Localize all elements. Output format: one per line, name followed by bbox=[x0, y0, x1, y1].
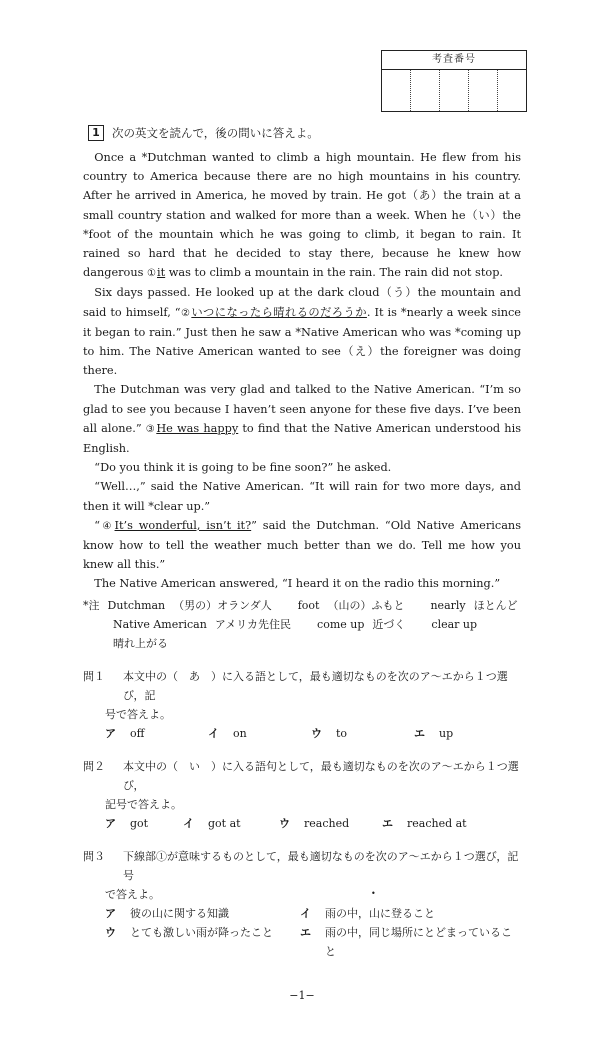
option-key: エ bbox=[300, 925, 311, 939]
paragraph-4: “Do you think it is going to be fine soon?” he asked. bbox=[94, 461, 392, 475]
option-text: off bbox=[130, 726, 145, 740]
note-term: Dutchman bbox=[107, 598, 166, 612]
exam-number-cell[interactable] bbox=[440, 70, 469, 111]
text: . It is *nearly a week since it began to rain.” Just then he saw a *Native American who was *coming up to him. The Native American wanted to see（ bbox=[83, 305, 521, 359]
option-key: ア bbox=[105, 906, 116, 920]
option-a[interactable] bbox=[105, 904, 300, 923]
exam-number-cells bbox=[382, 70, 526, 111]
paragraph-1 bbox=[83, 148, 521, 283]
option-e[interactable] bbox=[382, 814, 467, 833]
passage bbox=[83, 148, 521, 594]
text: ）the mountain and said to himself, “ bbox=[83, 286, 521, 319]
note-term: clear up bbox=[431, 617, 478, 631]
question-text-cont: 記号で答えよ。 bbox=[105, 797, 182, 811]
option-a[interactable] bbox=[105, 814, 183, 833]
option-text: reached bbox=[304, 816, 350, 830]
blank-a: あ bbox=[419, 189, 432, 203]
stray-mark-icon: • bbox=[371, 888, 376, 898]
question-text: 下線部①が意味するものとして，最も適切なものを次のア〜エから１つ選び，記号 bbox=[123, 849, 519, 882]
option-a[interactable] bbox=[105, 724, 208, 743]
option-i[interactable] bbox=[300, 904, 521, 923]
note-meaning: （男の）オランダ人 bbox=[173, 598, 272, 612]
option-text: 雨の中，同じ場所にとどまっていること bbox=[325, 925, 512, 958]
option-i[interactable] bbox=[183, 814, 279, 833]
option-key: ウ bbox=[279, 816, 290, 830]
question-2 bbox=[83, 757, 521, 833]
options bbox=[83, 904, 521, 961]
option-key: ア bbox=[105, 816, 116, 830]
text: The Dutchman was very glad and talked to the Native American. “I’m so glad to see you because I haven’t seen anyone for these five days. I’ve been all alone.” bbox=[83, 383, 521, 435]
note-term: Native American bbox=[113, 617, 207, 631]
question-label: 問３ bbox=[83, 849, 105, 863]
option-text: got bbox=[130, 816, 149, 830]
option-i[interactable] bbox=[208, 724, 311, 743]
underline-marker-4: ④ bbox=[100, 520, 114, 532]
note-meaning: アメリカ先住民 bbox=[214, 617, 292, 631]
option-text: on bbox=[233, 726, 247, 740]
option-text: 雨の中，山に登ること bbox=[325, 906, 435, 920]
option-key: イ bbox=[300, 906, 311, 920]
paragraph-6 bbox=[83, 516, 521, 575]
paragraph-5: “Well…,” said the Native American. “It will rain for two more days, and then it will *clear up.” bbox=[83, 480, 521, 513]
note-meaning: ほとんど bbox=[473, 598, 518, 612]
option-key: ウ bbox=[311, 726, 322, 740]
header-row bbox=[83, 50, 521, 112]
option-text: to bbox=[336, 726, 348, 740]
blank-e: え bbox=[354, 345, 368, 359]
note-meaning: 晴れ上がる bbox=[113, 636, 168, 650]
option-key: エ bbox=[414, 726, 425, 740]
paragraph-3 bbox=[83, 380, 521, 458]
option-e[interactable] bbox=[414, 724, 517, 743]
text: was to climb a mountain in the rain. The rain did not stop. bbox=[165, 266, 504, 280]
note-meaning: 近づく bbox=[372, 617, 406, 631]
section-number: 1 bbox=[88, 125, 104, 141]
page-number: −1− bbox=[289, 988, 315, 1002]
option-text: 彼の山に関する知識 bbox=[130, 906, 229, 920]
option-text: とても激しい雨が降ったこと bbox=[130, 925, 273, 939]
exam-number-cell[interactable] bbox=[498, 70, 526, 111]
exam-number-cell[interactable] bbox=[382, 70, 411, 111]
text: ” said the Dutchman. “Old Native Americans know how to tell the weather much better than we do. Tell me how you knew all this.” bbox=[83, 518, 522, 572]
option-text: got at bbox=[208, 816, 241, 830]
option-e[interactable] bbox=[300, 923, 521, 961]
question-label: 問２ bbox=[83, 759, 105, 773]
options bbox=[83, 814, 521, 833]
question-1 bbox=[83, 667, 521, 743]
paragraph-7: The Native American answered, “I heard it on the radio this morning.” bbox=[94, 577, 501, 591]
exam-number-cell[interactable] bbox=[469, 70, 498, 111]
option-key: イ bbox=[183, 816, 194, 830]
question-text-cont: で答えよ。 bbox=[105, 887, 160, 901]
text: ）the foreigner was doing there. bbox=[83, 345, 522, 378]
text: Once a *Dutchman wanted to climb a high mountain. He flew from his country to America because there are no high mountains in his country. After he arrived in America, he moved by train. He got（ bbox=[83, 151, 521, 203]
text: Six days passed. He looked up at the dark cloud（ bbox=[94, 286, 393, 300]
underlined-phrase-3: He was happy bbox=[156, 421, 239, 435]
section-instruction: 次の英文を読んで，後の問いに答えよ。 bbox=[112, 126, 319, 140]
question-3 bbox=[83, 847, 521, 961]
paragraph-2 bbox=[83, 283, 521, 380]
section-header bbox=[88, 124, 521, 142]
question-text-cont: 号で答えよ。 bbox=[105, 707, 171, 721]
text: ）the train at a small country station and walked for more than a week. When he（ bbox=[83, 189, 521, 222]
blank-u: う bbox=[392, 286, 406, 300]
underlined-phrase-4: It’s wonderful, isn’t it? bbox=[114, 518, 252, 532]
question-text: 本文中の（ あ ）に入る語として，最も適切なものを次のア〜エから１つ選び，記 bbox=[123, 669, 508, 702]
option-u[interactable] bbox=[105, 923, 300, 961]
option-key: エ bbox=[382, 816, 393, 830]
note-meaning: （山の）ふもと bbox=[327, 598, 405, 612]
text: ）the *foot of the mountain which he was going to climb, it began to rain. It rained so hard that he decided to stay there, because he knew how dangerous bbox=[83, 208, 521, 280]
underlined-phrase-1: it bbox=[157, 266, 166, 280]
option-key: ウ bbox=[105, 925, 116, 939]
underline-marker-1: ① bbox=[147, 268, 156, 280]
option-key: ア bbox=[105, 726, 116, 740]
notes-row-1 bbox=[83, 596, 521, 615]
option-u[interactable] bbox=[311, 724, 414, 743]
notes-row-2 bbox=[83, 615, 521, 653]
note-term: come up bbox=[317, 617, 365, 631]
option-u[interactable] bbox=[279, 814, 382, 833]
exam-number-box bbox=[381, 50, 527, 112]
exam-number-cell[interactable] bbox=[411, 70, 440, 111]
question-text: 本文中の（ い ）に入る語句として，最も適切なものを次のア〜エから１つ選び， bbox=[123, 759, 519, 792]
text: to find that the Native American understood his English. bbox=[83, 421, 521, 456]
note-term: nearly bbox=[430, 598, 466, 612]
option-key: イ bbox=[208, 726, 219, 740]
options bbox=[83, 724, 521, 743]
option-text: up bbox=[439, 726, 454, 740]
notes-label: *注 bbox=[83, 598, 100, 612]
underlined-phrase-2: いつになったら晴れるのだろうか bbox=[191, 305, 367, 319]
text: “ bbox=[94, 518, 101, 532]
question-label: 問１ bbox=[83, 669, 105, 683]
option-text: reached at bbox=[407, 816, 467, 830]
blank-i: い bbox=[478, 208, 491, 222]
exam-number-label: 考査番号 bbox=[382, 51, 526, 70]
underline-marker-2: ② bbox=[180, 307, 191, 319]
note-term: foot bbox=[297, 598, 320, 612]
vocabulary-notes bbox=[83, 596, 521, 653]
underline-marker-3: ③ bbox=[145, 423, 156, 435]
